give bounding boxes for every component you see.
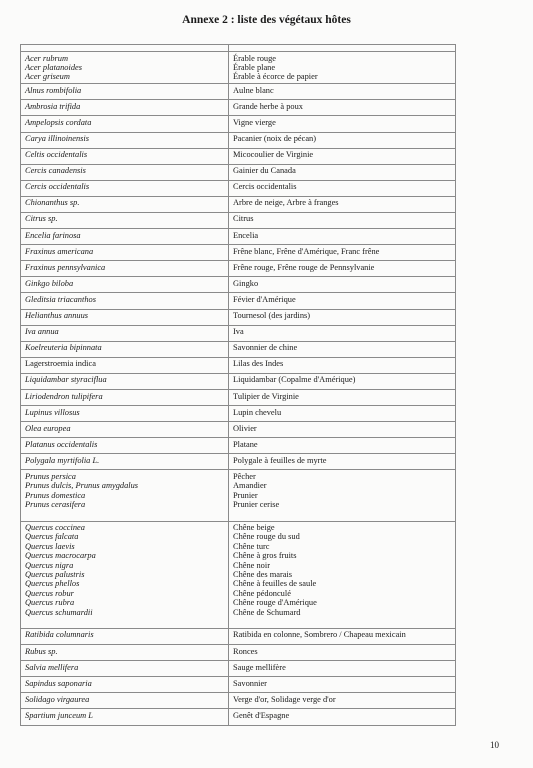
page-title: Annexe 2 : liste des végétaux hôtes (182, 14, 351, 26)
scientific-name: Quercus schumardii (25, 607, 93, 617)
common-name: Citrus (233, 214, 254, 224)
scientific-name-cell (21, 116, 229, 132)
common-name: Cercis occidentalis (233, 182, 297, 192)
common-name (233, 617, 451, 626)
common-name-cell (229, 390, 456, 406)
common-name-cell (229, 196, 456, 212)
table-row (21, 438, 456, 454)
scientific-name-cell (21, 438, 229, 454)
scientific-name: Quercus laevis (25, 541, 75, 551)
scientific-name-cell (21, 196, 229, 212)
table-row (21, 357, 456, 373)
common-name: Tulipier de Virginie (233, 391, 299, 401)
common-name: Chêne noir (233, 560, 270, 570)
common-name: Chêne turc (233, 541, 270, 551)
scientific-name: Ratibida columnaris (25, 630, 94, 640)
common-name: Pêcher (233, 471, 256, 481)
table-row (21, 229, 456, 245)
scientific-name: Cercis canadensis (25, 166, 86, 176)
header-gap-cell (229, 45, 456, 52)
common-name: Érable plane (233, 62, 276, 72)
table-row (21, 212, 456, 228)
scientific-name: Chionanthus sp. (25, 198, 80, 208)
common-name-cell (229, 116, 456, 132)
scientific-name: Prunus cerasifera (25, 500, 86, 510)
common-name: Iva (233, 327, 244, 337)
common-name: Encelia (233, 230, 259, 240)
common-name-cell (229, 454, 456, 470)
scientific-name: Alnus rombifolia (25, 85, 82, 95)
common-name (233, 510, 451, 519)
scientific-name: Celtis occidentalis (25, 150, 88, 160)
common-name-cell (229, 229, 456, 245)
table-row (21, 196, 456, 212)
table-row (21, 52, 456, 84)
scientific-name: Quercus rubra (25, 598, 75, 608)
common-name-cell (229, 628, 456, 644)
table-row (21, 470, 456, 521)
table-row (21, 261, 456, 277)
scientific-name-cell (21, 212, 229, 228)
scientific-name-cell (21, 645, 229, 661)
common-name: Verge d'or, Solidage verge d'or (233, 694, 336, 704)
common-name: Gingko (233, 278, 259, 288)
table-header-gap-row (21, 45, 456, 52)
table-row (21, 245, 456, 261)
common-name-cell (229, 521, 456, 628)
scientific-name: Lagerstroemia indica (25, 359, 96, 369)
common-name-cell (229, 373, 456, 389)
scientific-name: Carya illinoinensis (25, 134, 89, 143)
scientific-name-cell (21, 470, 229, 521)
scientific-name: Solidago virgaurea (25, 694, 90, 704)
header-gap-cell (21, 45, 229, 52)
scientific-name: Koelreuteria bipinnata (25, 343, 102, 353)
common-name-cell (229, 693, 456, 709)
scientific-name-cell (21, 693, 229, 709)
common-name-cell (229, 277, 456, 293)
table-row (21, 406, 456, 422)
common-name: Amandier (233, 481, 267, 491)
common-name: Liquidambar (Copalme d'Amérique) (233, 375, 356, 385)
scientific-name (25, 617, 224, 626)
common-name: Lilas des Indes (233, 359, 284, 369)
common-name: Frêne rouge, Frêne rouge de Pennsylvanie (233, 262, 375, 272)
common-name-cell (229, 325, 456, 341)
scientific-name: Cercis occidentalis (25, 182, 90, 192)
common-name-cell (229, 470, 456, 521)
scientific-name: Fraxinus americana (25, 246, 94, 256)
common-name: Micocoulier de Virginie (233, 150, 314, 160)
scientific-name: Platanus occidentalis (25, 439, 98, 449)
common-name: Olivier (233, 423, 257, 433)
table-row (21, 100, 456, 116)
common-name: Arbre de neige, Arbre à franges (233, 198, 339, 208)
common-name-cell (229, 677, 456, 693)
scientific-name: Prunus domestica (25, 490, 86, 500)
page-number: 10 (490, 740, 499, 750)
table-row (21, 422, 456, 438)
scientific-name: Quercus palustris (25, 570, 85, 580)
common-name: Chêne à gros fruits (233, 551, 297, 561)
common-name: Ronces (233, 646, 258, 656)
host-plants-table-body (21, 45, 456, 726)
common-name-cell (229, 245, 456, 261)
common-name: Chêne beige (233, 523, 275, 532)
scientific-name-cell (21, 277, 229, 293)
scientific-name: Encelia farinosa (25, 230, 81, 240)
scientific-name: Quercus macrocarpa (25, 551, 96, 561)
table-row (21, 164, 456, 180)
scientific-name: Fraxinus pennsylvanica (25, 262, 106, 272)
table-row (21, 341, 456, 357)
scientific-name-cell (21, 84, 229, 100)
scientific-name (25, 510, 224, 519)
common-name-cell (229, 52, 456, 84)
common-name: Frêne blanc, Frêne d'Amérique, Franc frêne (233, 246, 380, 256)
scientific-name: Polygala myrtifolia L. (25, 455, 100, 465)
table-row (21, 677, 456, 693)
common-name-cell (229, 84, 456, 100)
common-name: Sauge mellifère (233, 662, 286, 672)
common-name: Savonnier de chine (233, 343, 298, 353)
scientific-name: Spartium junceum L (25, 710, 93, 720)
common-name-cell (229, 132, 456, 148)
scientific-name: Prunus dulcis, Prunus amygdalus (25, 481, 139, 491)
table-row (21, 309, 456, 325)
common-name: Prunier (233, 490, 258, 500)
scientific-name: Helianthus annuus (25, 311, 89, 321)
scientific-name: Acer rubrum (25, 53, 69, 63)
table-row (21, 645, 456, 661)
table-row (21, 373, 456, 389)
scientific-name: Iva annua (25, 327, 59, 337)
scientific-name-cell (21, 180, 229, 196)
table-row (21, 116, 456, 132)
scientific-name-cell (21, 406, 229, 422)
table-row (21, 454, 456, 470)
common-name-cell (229, 309, 456, 325)
common-name-cell (229, 293, 456, 309)
scientific-name: Quercus robur (25, 588, 74, 598)
common-name: Savonnier (233, 678, 267, 688)
common-name: Prunier cerise (233, 500, 280, 510)
table-row (21, 148, 456, 164)
common-name: Vigne vierge (233, 117, 276, 127)
table-row (21, 693, 456, 709)
scientific-name: Quercus falcata (25, 532, 79, 542)
common-name: Chêne rouge du sud (233, 532, 300, 542)
table-row (21, 709, 456, 725)
common-name: Genêt d'Espagne (233, 710, 290, 720)
scientific-name-cell (21, 52, 229, 84)
table-row (21, 180, 456, 196)
scientific-name: Olea europea (25, 423, 71, 433)
common-name-cell (229, 438, 456, 454)
common-name: Érable à écorce de papier (233, 72, 318, 82)
scientific-name-cell (21, 341, 229, 357)
scientific-name: Quercus coccinea (25, 523, 85, 532)
common-name-cell (229, 164, 456, 180)
scientific-name-cell (21, 164, 229, 180)
table-row (21, 628, 456, 644)
common-name: Gainier du Canada (233, 166, 296, 176)
common-name-cell (229, 406, 456, 422)
table-row (21, 84, 456, 100)
scientific-name-cell (21, 521, 229, 628)
common-name: Lupin chevelu (233, 407, 282, 417)
scientific-name-cell (21, 261, 229, 277)
table-row (21, 390, 456, 406)
scientific-name-cell (21, 709, 229, 725)
scientific-name-cell (21, 357, 229, 373)
scientific-name-cell (21, 628, 229, 644)
scientific-name-cell (21, 132, 229, 148)
scientific-name: Sapindus saponaria (25, 678, 92, 688)
scientific-name-cell (21, 325, 229, 341)
scientific-name: Citrus sp. (25, 214, 58, 224)
scientific-name: Acer griseum (25, 72, 70, 82)
scientific-name-cell (21, 100, 229, 116)
scientific-name: Lupinus villosus (25, 407, 80, 417)
common-name: Platane (233, 439, 258, 449)
common-name: Chêne rouge d'Amérique (233, 598, 317, 608)
scientific-name: Quercus phellos (25, 579, 80, 589)
common-name: Chêne à feuilles de saule (233, 579, 317, 589)
common-name-cell (229, 212, 456, 228)
scientific-name-cell (21, 677, 229, 693)
scientific-name-cell (21, 148, 229, 164)
common-name-cell (229, 100, 456, 116)
scientific-name: Ginkgo biloba (25, 278, 74, 288)
scientific-name: Prunus persica (25, 471, 76, 481)
common-name-cell (229, 709, 456, 725)
table-row (21, 132, 456, 148)
scientific-name: Acer platanoides (25, 62, 82, 72)
common-name-cell (229, 180, 456, 196)
common-name: Févier d'Amérique (233, 294, 296, 304)
table-row (21, 325, 456, 341)
common-name: Tournesol (des jardins) (233, 311, 311, 321)
table-row (21, 277, 456, 293)
scientific-name: Ampelopsis cordata (25, 117, 92, 127)
scientific-name-cell (21, 293, 229, 309)
scientific-name: Salvia mellifera (25, 662, 79, 672)
table-row (21, 521, 456, 628)
common-name-cell (229, 661, 456, 677)
scientific-name-cell (21, 229, 229, 245)
scientific-name: Rubus sp. (25, 646, 58, 656)
table-row (21, 293, 456, 309)
scientific-name-cell (21, 373, 229, 389)
common-name-cell (229, 422, 456, 438)
common-name: Ratibida en colonne, Sombrero / Chapeau mexicain (233, 630, 406, 640)
scientific-name-cell (21, 422, 229, 438)
common-name-cell (229, 645, 456, 661)
common-name: Chêne pédonculé (233, 588, 291, 598)
common-name: Chêne de Schumard (233, 607, 301, 617)
scientific-name: Liriodendron tulipifera (25, 391, 103, 401)
common-name: Pacanier (noix de pécan) (233, 134, 317, 143)
scientific-name: Gleditsia triacanthos (25, 294, 96, 304)
table-row (21, 661, 456, 677)
scientific-name-cell (21, 661, 229, 677)
common-name-cell (229, 357, 456, 373)
scientific-name: Ambrosia trifida (25, 101, 81, 111)
common-name-cell (229, 148, 456, 164)
scientific-name: Quercus nigra (25, 560, 74, 570)
scientific-name-cell (21, 245, 229, 261)
scientific-name-cell (21, 454, 229, 470)
common-name: Érable rouge (233, 53, 277, 63)
scientific-name: Liquidambar styraciflua (25, 375, 107, 385)
common-name: Aulne blanc (233, 85, 274, 95)
scientific-name-cell (21, 390, 229, 406)
common-name-cell (229, 341, 456, 357)
host-plants-table (20, 44, 456, 726)
scientific-name-cell (21, 309, 229, 325)
common-name: Grande herbe à poux (233, 101, 303, 111)
common-name: Chêne des marais (233, 570, 293, 580)
common-name: Polygale à feuilles de myrte (233, 455, 327, 465)
common-name-cell (229, 261, 456, 277)
